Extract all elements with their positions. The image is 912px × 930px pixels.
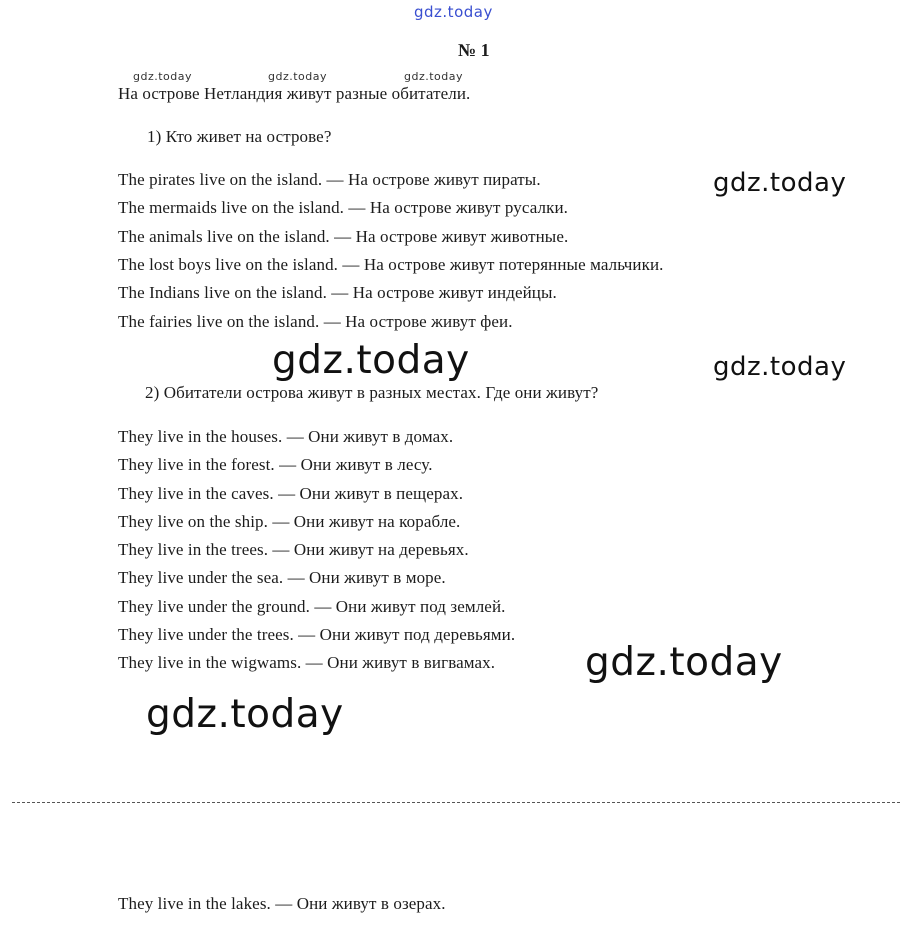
answer-2-line: They live in the trees. — Они живут на деревьях. — [118, 540, 469, 559]
answer-2-line: They live in the houses. — Они живут в домах. — [118, 427, 454, 446]
answer-2-line: They live on the ship. — Они живут на корабле. — [118, 512, 461, 531]
answer-1-line: The Indians live on the island. — На острове живут индейцы. — [118, 283, 557, 302]
watermark-small-2: gdz.today — [268, 70, 328, 83]
watermark-right-1: gdz.today — [713, 168, 847, 198]
watermark-right-big: gdz.today — [585, 640, 783, 685]
watermark-center-1: gdz.today — [272, 338, 470, 383]
watermark-right-2: gdz.today — [713, 352, 847, 382]
page-divider — [12, 802, 900, 803]
answer-1-line: The mermaids live on the island. — На острове живут русалки. — [118, 198, 569, 217]
question-2: 2) Обитатели острова живут в разных местах. Где они живут? — [145, 383, 599, 402]
watermark-left-big: gdz.today — [146, 692, 344, 737]
answer-1-line: The fairies live on the island. — На острове живут феи. — [118, 312, 513, 331]
answer-2-line: They live under the sea. — Они живут в море. — [118, 568, 446, 587]
answer-2-line: They live in the wigwams. — Они живут в вигвамах. — [118, 653, 496, 672]
answer-1-line: The lost boys live on the island. — На острове живут потерянные мальчики. — [118, 255, 664, 274]
task-number: № 1 — [458, 40, 490, 60]
question-1: 1) Кто живет на острове? — [147, 127, 332, 146]
answer-2-line: They live in the caves. — Они живут в пещерах. — [118, 484, 464, 503]
answer-2-line: They live in the forest. — Они живут в лесу. — [118, 455, 433, 474]
answer-2-line: They live under the trees. — Они живут под деревьями. — [118, 625, 516, 644]
watermark-top: gdz.today — [414, 3, 493, 21]
intro-text: На острове Нетландия живут разные обитатели. — [118, 84, 471, 103]
answer-2-line: They live under the ground. — Они живут под землей. — [118, 597, 506, 616]
answer-1-line: The pirates live on the island. — На острове живут пираты. — [118, 170, 541, 189]
answer-1-line: The animals live on the island. — На острове живут животные. — [118, 227, 569, 246]
watermark-small-3: gdz.today — [404, 70, 464, 83]
watermark-small-1: gdz.today — [133, 70, 193, 83]
bottom-answer-line: They live in the lakes. — Они живут в озерах. — [118, 894, 446, 913]
